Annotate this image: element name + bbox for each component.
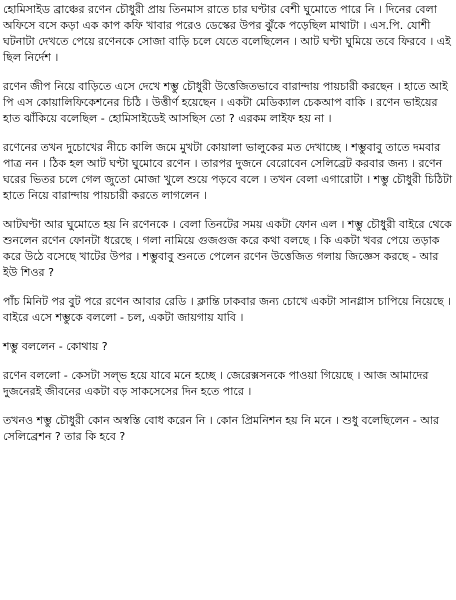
paragraph-7: রণেন বললো - কেসটা সল্ভ হয়ে যাবে মনে হচ্ছে । জেরেক্সসনকে পাওয়া গিয়েছে । আজ আমাদের দুজনেরই জীবনের একটা বড় সাকসেসের দিন হতে পারে । (3, 369, 429, 398)
paragraph-4: আটঘণ্টা আর ঘুমোতে হয় নি রণেনকে । বেলা তিনটের সময় একটা ফোন এল । শম্ভু চৌধুরী বাইরে থেকে শুনলেন রণেন ফোনটা ধরেছে । গলা নামিয়ে গুজগুজ করে কথা বলছে । কি একটা খবর পেয়ে তড়াক করে উঠে বসেছে খাটের উপর । শম্ভুবাবু শুনতে পেলেন রণেন উত্তেজিত গলায় জিজ্ঞেস করছে - আর ইউ শিওর ? (3, 218, 452, 279)
paragraph-6: শম্ভু বললেন - কোথায় ? (3, 340, 108, 353)
paragraph-1: হোমিসাইড ব্রাঞ্চের রণেন চৌধুরী প্রায় তিনমাস রাতে চার ঘণ্টার বেশী ঘুমোতে পারে নি । দিনের বেলা অফিসে বসে কড়া এক কাপ কফি খাবার পরেও ডেস্কের উপর ঝুঁকে পড়েছিল মাথাটা । এস.পি. যোশী ঘটনাটা দেখতে পেয়ে রণেনকে সোজা বাড়ি চলে যেতে বলেছিলেন । আট ঘণ্টা ঘুমিয়ে তবে ফিরবে । এই ছিল নির্দেশ । (3, 3, 451, 64)
paragraph-2: রণেন জীপ নিয়ে বাড়িতে এসে দেখে শম্ভু চৌধুরী উত্তেজিতভাবে বারান্দায় পায়চারী করছেন । হাতে আই পি এস কোয়ালিফিকেশনের চিঠি । উত্তীর্ণ হয়েছেন । একটা মেডিক্যাল চেকআপ বাকি । রণেন ভাইয়ের হাত ঝাঁকিয়ে বলেছিল - হোমিসাইডেই আসছিস তো ? এরকম লাইফ হয় না । (3, 80, 448, 125)
paragraph-8: তখনও শম্ভু চৌধুরী কোন অস্বস্তি বোধ করেন নি । কোন প্রিমনিশন হয় নি মনে । শুধু বলেছিলেন - আর সেলিব্রেশন ? তার কি হবে ? (3, 414, 440, 443)
paragraph-3: রণেনের তখন দুচোখের নীচে কালি জমে মুখটা কোয়ালা ভালুকের মত দেখাচ্ছে । শম্ভুবাবু তাতে দমবার পাত্র নন । ঠিক হল আট ঘণ্টা ঘুমোবে রণেন । তারপর দুজনে বেরোবেন সেলিব্রেট করবার জন্য । রণেন ঘরের ভিতর চলে গেল জুতো মোজা খুলে শুয়ে পড়বে বলে । তখন বেলা এগারোটা । শম্ভু চৌধুরী চিঠিটা হাতে নিয়ে বারান্দায় পায়চারী করতে লাগলেন । (3, 141, 453, 202)
paragraph-5: পাঁচ মিনিট পর বুট পরে রণেন আবার রেডি । ক্লান্তি ঢাকবার জন্য চোখে একটা সানগ্লাস চাপিয়ে নিয়েছে । বাইরে এসে শম্ভুকে বললো - চল, একটা জায়গায় যাবি । (3, 295, 452, 324)
